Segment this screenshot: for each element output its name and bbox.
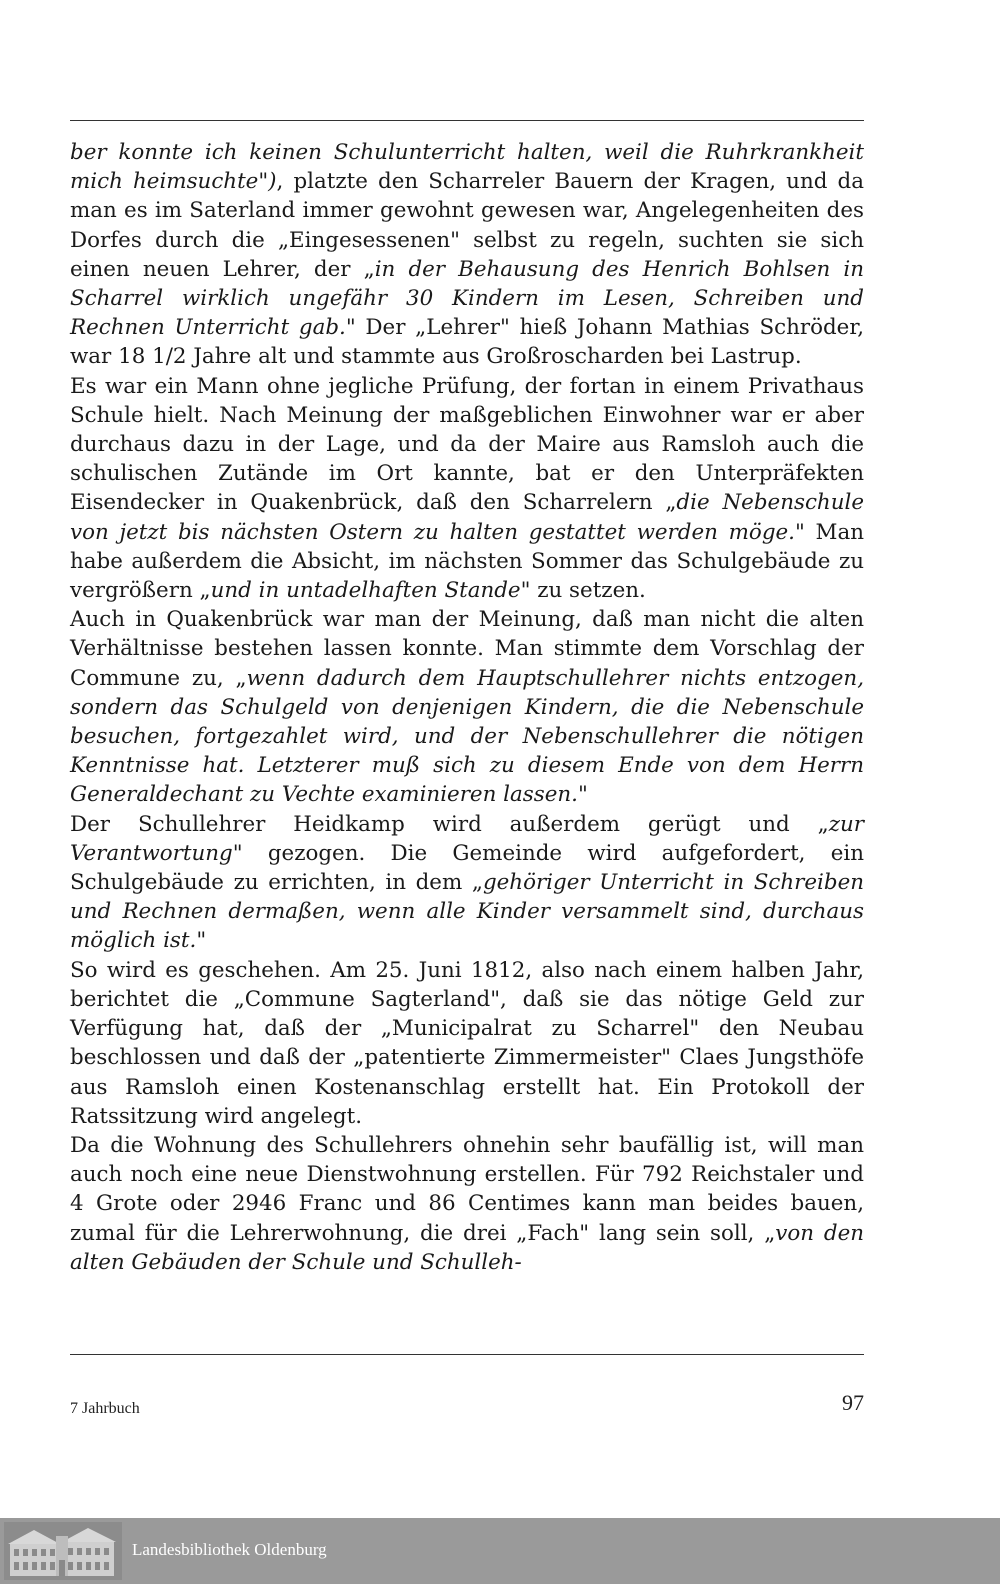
quoted-text: gehöriger Unterricht in Schreiben und Rechnen dermaßen, wenn alle Kinder versammelt sind, durchaus möglich ist. [70,870,865,954]
page-body [70,138,864,1277]
quoted-text: zur Verantwortung [70,811,864,866]
paragraph [70,605,864,809]
paragraph [70,810,864,956]
paragraph [70,372,864,606]
top-rule [70,120,864,121]
body-text: " gezogen. Die Gemeinde wird aufgefordert, ein Schulgebäude zu errichten, in dem „ [70,840,864,896]
body-text: Auch in Quakenbrück war man der Meinung, daß man nicht die alten Verhältnisse bestehen lassen konnte. Man stimmte dem Vorschlag der Commune zu, „ [70,607,864,691]
library-building-icon [4,1522,122,1580]
body-text: " zu setzen. [520,578,646,604]
quoted-text: in der Behausung des Henrich Bohlsen in Scharrel wirklich ungefähr 30 Kindern im Lesen, Schreiben und Rechnen Unterricht gab. [70,256,865,341]
body-text: Es war ein Mann ohne jegliche Prüfung, der fortan in einem Privathaus Schule hielt. Nach Meinung der maßgeblichen Einwohner war er aber durchaus dazu in der Lage, und da der Maire aus Ramsloh auch die schulischen Zutände im Ort kannte, bat er den Unterpräfekten Eisendecker in Quakenbrück, daß den Scharrelern „ [70,373,864,516]
body-text: " Der „Lehrer" hieß Johann Mathias Schröder, war 18 1/2 Jahre alt und stammte aus Großroscharden bei Lastrup. [70,315,864,370]
library-name: Landesbibliothek Oldenburg [132,1540,327,1559]
body-text: Da die Wohnung des Schullehrers ohnehin sehr baufällig ist, will man auch noch eine neue Dienstwohnung erstellen. Für 792 Reichstaler und 4 Grote oder 2946 Franc und 86 Centimes kann man beides bauen, zumal für die Lehrerwohnung, die drei „Fach" lang sein soll, „ [70,1132,864,1246]
paragraph [70,138,864,372]
bottom-rule [70,1354,864,1355]
footer-book-label: 7 Jahrbuch [70,1400,140,1417]
library-banner [0,1518,1000,1584]
body-text: , platzte den Scharreler Bauern der Kragen, und da man es im Saterland immer gewohnt gewesen war, Angelegenheiten des Dorfes durch die „Eingesessenen" selbst zu regeln, suchten sie sich einen neuen Lehrer, der „ [70,169,864,282]
page-number: 97 [842,1390,864,1415]
body-text: So wird es geschehen. Am 25. Juni 1812, also nach einem halben Jahr, berichtet die „Commune Sagterland", daß sie das nötige Geld zur Verfügung hat, daß der „Municipalrat zu Scharrel" den Neubau beschlossen und daß der „patentierte Zimmermeister" Claes Jungsthöfe aus Ramsloh einen Kostenanschlag erstellt hat. Ein Protokoll der Ratssitzung wird angelegt. [70,957,864,1129]
quoted-text: wenn dadurch dem Hauptschullehrer nichts entzogen, sondern das Schulgeld von denjenigen Kindern, die die Nebenschule besuchen, fortgezahlet wird, und der Nebenschullehrer die nötigen Kenntnisse hat. Letzterer muß sich zu diesem Ende von dem Herrn Generaldechant zu Vechte examinieren lassen. [70,665,864,808]
body-text: " [196,928,207,954]
quoted-text: die Nebenschule von jetzt bis nächsten Ostern zu halten gestattet werden möge. [70,490,864,545]
body-text: " Man habe außerdem die Absicht, im nächsten Sommer das Schulgebäude zu vergrößern „ [70,519,864,604]
body-text: Der Schullehrer Heidkamp wird außerdem gerügt und „ [70,811,829,837]
quoted-text: und in untadelhaften Stande [210,578,521,604]
quoted-text: ber konnte ich keinen Schulunterricht halten, weil die Ruhrkrankheit mich heimsuchte") [70,140,864,195]
quoted-text: von den alten Gebäuden der Schule und Schulleh- [70,1220,865,1275]
paragraph [70,1131,864,1277]
paragraph [70,956,864,1131]
body-text: " [577,782,588,808]
